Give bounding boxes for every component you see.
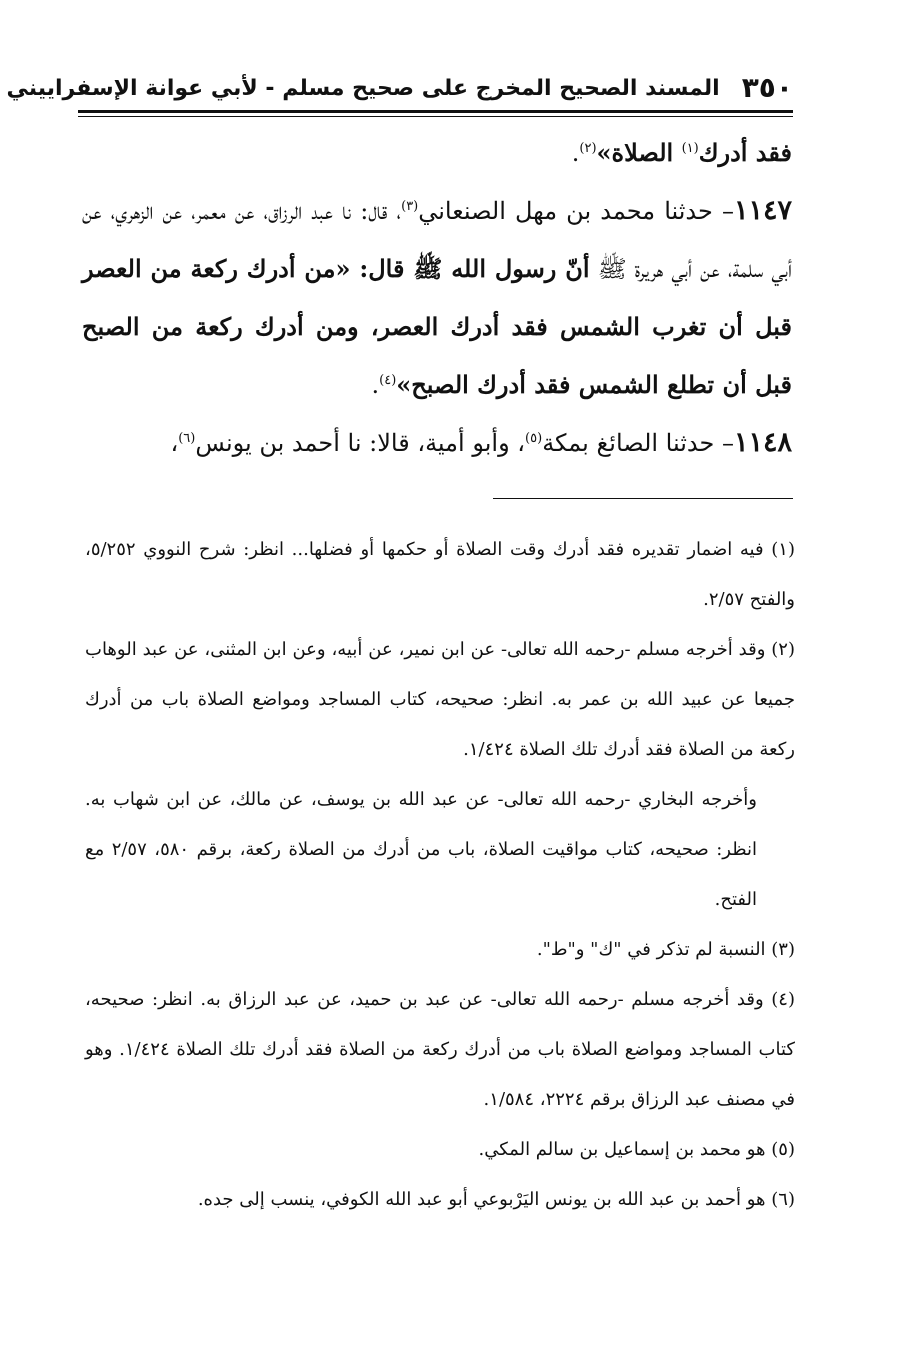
paragraph-continuation (82, 124, 792, 182)
footnote-ref: (١) (681, 141, 699, 156)
isnad-text: ، قال: نا عبد الرزاق، عن معمر، عن الزهري، عن أبي سلمة، عن أبي هريرة ﷺ (82, 197, 793, 283)
isnad-text: ، وأبو أمية، قالا: نا أحمد بن يونس (195, 429, 526, 457)
punctuation: ، (170, 429, 179, 457)
main-text (82, 124, 792, 472)
matn-text: أنّ رسول الله ﷺ قال: «من أدرك ركعة من العصر قبل أن تغرب الشمس فقد أدرك العصر، ومن أدرك ركعة من الصبح قبل أن تطلع الشمس فقد أدرك الصبح» (82, 254, 792, 399)
footnote-ref: (٣) (401, 199, 419, 214)
hadith-number: ١١٤٧ (733, 195, 792, 226)
footnote-ref: (٥) (525, 431, 543, 446)
footnote-ref: (٢) (579, 141, 597, 156)
footnote-separator (493, 498, 793, 499)
page-number: ٣٥٠ (741, 71, 793, 104)
footnote-4: (٤) وقد أخرجه مسلم -رحمه الله تعالى- عن عبد بن حميد، عن عبد الرزاق به. انظر: صحيحه، كتاب المساجد ومواضع الصلاة باب من أدرك ركعة من الصلاة فقد أدرك تلك الصلاة ١/٤٢٤. وهو في مصنف عبد الرزاق برقم ٢٢٢٤، ١/٥٨٤. (85, 989, 795, 1110)
footnote-ref: (٦) (178, 431, 196, 446)
hadith-1147 (82, 182, 792, 414)
footnotes (85, 525, 795, 1225)
header-rule-thin (78, 116, 793, 117)
footnote-1: (١) فيه اضمار تقديره فقد أدرك وقت الصلاة أو حكمها أو فضلها... انظر: شرح النووي ٥/٢٥٢، والفتح ٢/٥٧. (85, 539, 795, 610)
footnote-2-continued: وأخرجه البخاري -رحمه الله تعالى- عن عبد الله بن يوسف، عن مالك، عن ابن شهاب به. انظر: صحيحه، كتاب مواقيت الصلاة، باب من أدرك من الصلاة ركعة، برقم ٥٨٠، ٢/٥٧ مع الفتح. (85, 789, 758, 910)
running-title: المسند الصحيح المخرج على صحيح مسلم - لأبي عوانة الإسفراييني (6, 75, 720, 101)
hadith-number: ١١٤٨ (733, 427, 792, 458)
footnote-2: (٢) وقد أخرجه مسلم -رحمه الله تعالى- عن ابن نمير، عن أبيه، وعن ابن المثنى، عن عبد الوهاب جميعا عن عبيد الله بن عمر به. انظر: صحيحه، كتاب المساجد ومواضع الصلاة باب من أدرك ركعة من الصلاة فقد أدرك تلك الصلاة ١/٤٢٤. (85, 639, 795, 760)
running-header (6, 62, 793, 104)
hadith-1148 (82, 414, 792, 472)
hadith-text: الصلاة» (596, 138, 682, 167)
footnote-6: (٦) هو أحمد بن عبد الله بن يونس اليَرْبوعي أبو عبد الله الكوفي، ينسب إلى جده. (197, 1189, 795, 1210)
footnote-ref: (٤) (379, 373, 397, 388)
isnad-text: – حدثنا الصائغ بمكة (542, 429, 734, 457)
isnad-text: – حدثنا محمد بن مهل الصنعاني (418, 197, 734, 225)
punctuation: . (371, 371, 380, 399)
header-rule-thick (78, 110, 793, 113)
footnote-3: (٣) النسبة لم تذكر في "ك" و"ط". (536, 939, 795, 960)
footnote-5: (٥) هو محمد بن إسماعيل بن سالم المكي. (478, 1139, 795, 1160)
punctuation: . (571, 139, 580, 167)
hadith-text: فقد أدرك (698, 138, 792, 167)
